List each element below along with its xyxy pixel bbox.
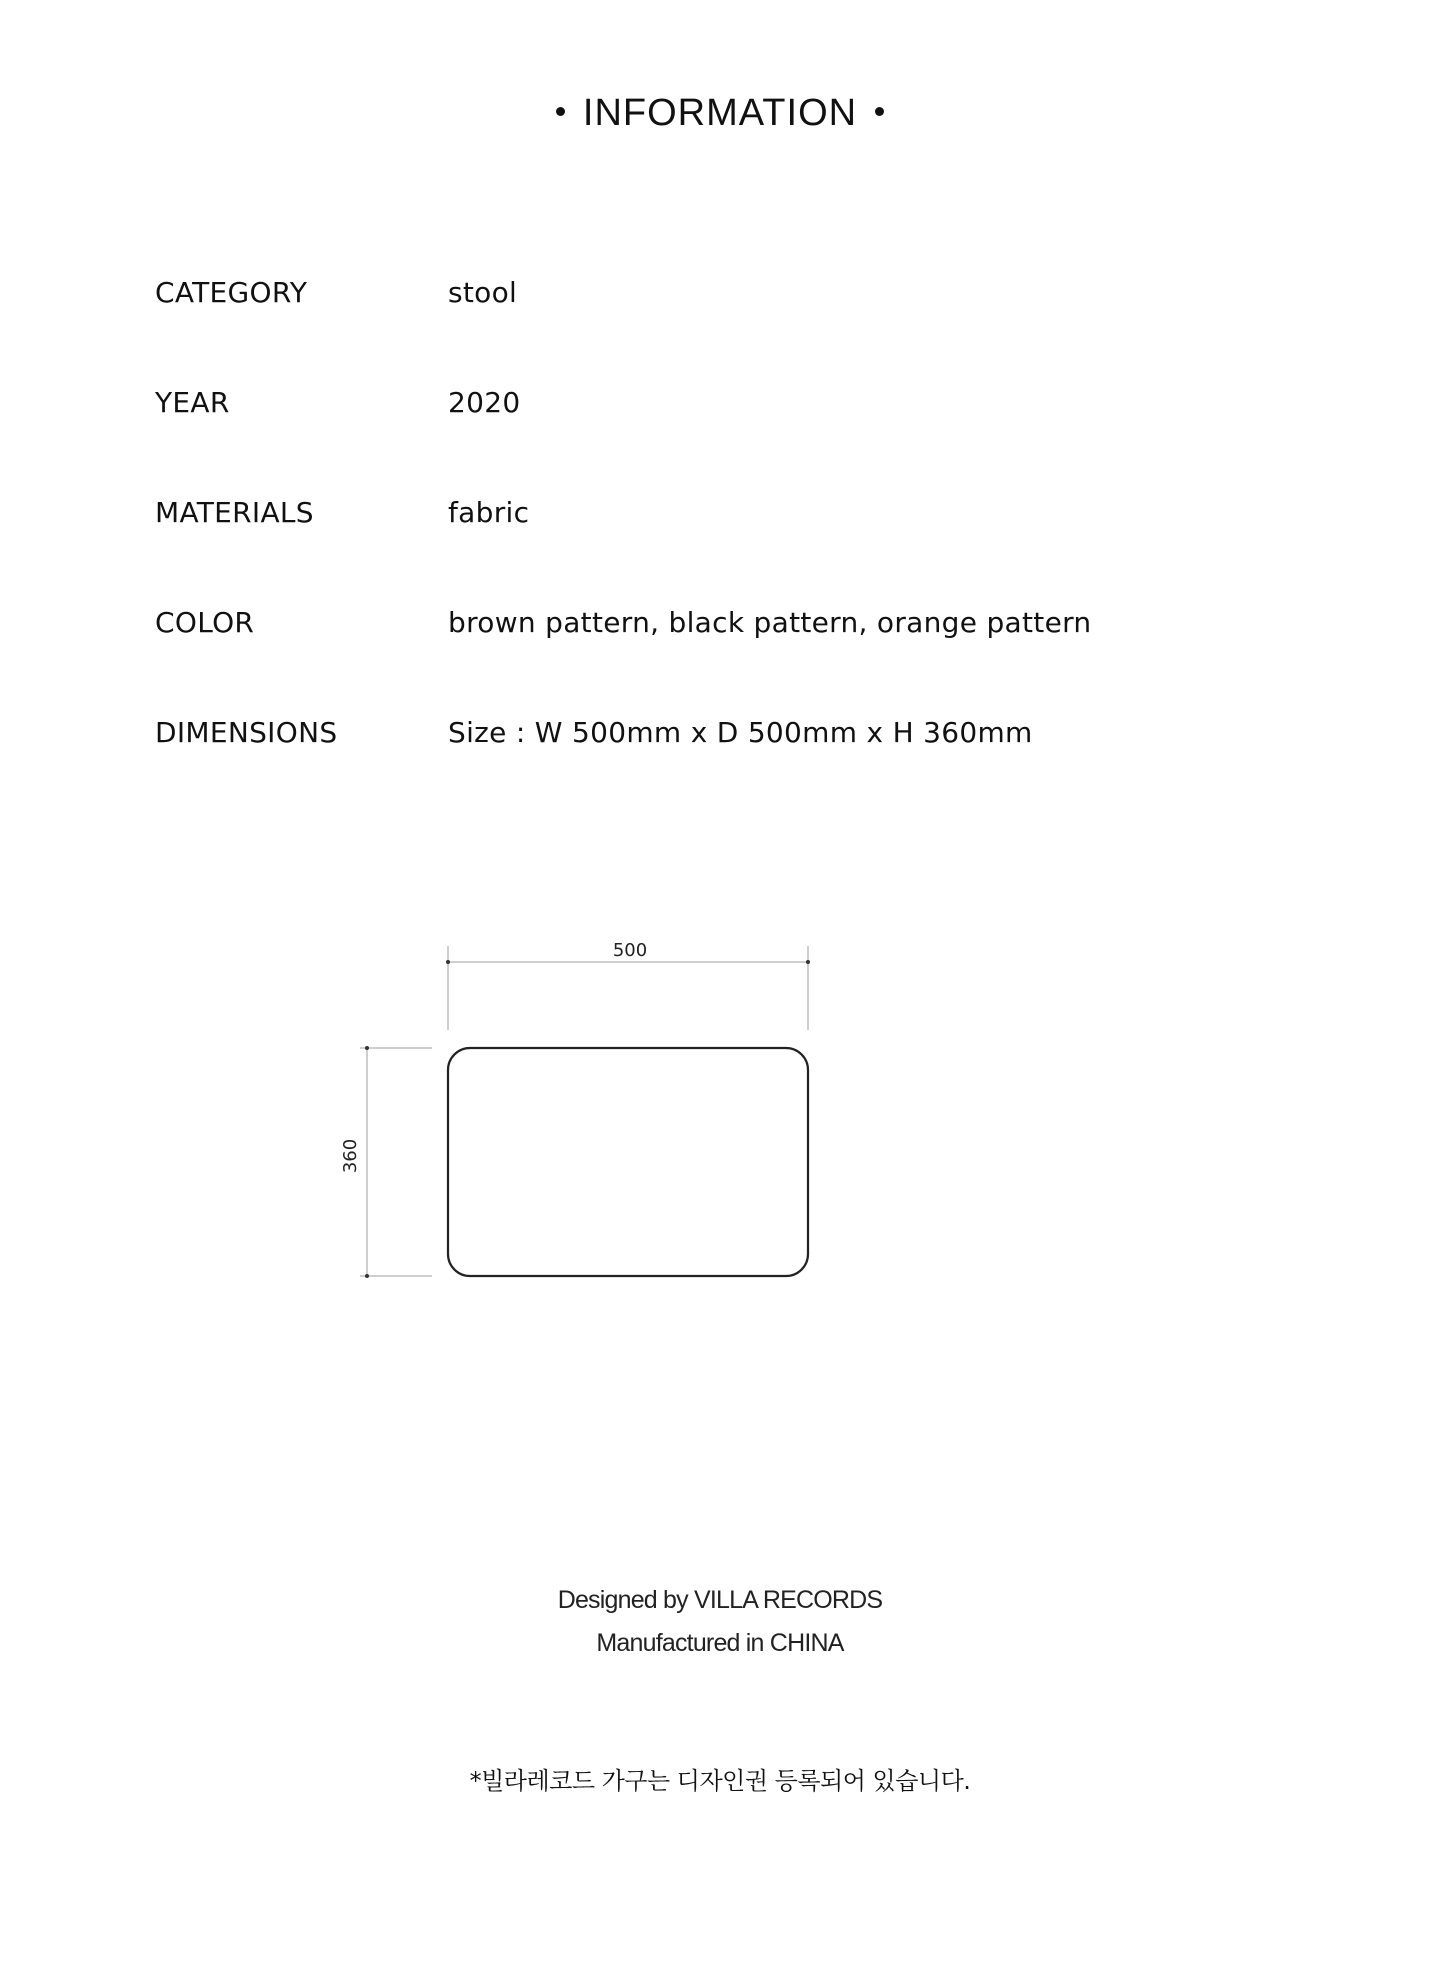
- info-label: CATEGORY: [155, 276, 308, 309]
- width-dimension-tick: [806, 960, 810, 964]
- height-dimension-tick: [365, 1274, 369, 1278]
- info-label: DIMENSIONS: [155, 716, 338, 749]
- manufactured-text: Manufactured in CHINA: [596, 1629, 844, 1657]
- page-title-text: INFORMATION: [582, 92, 858, 134]
- width-dimension-label: 500: [612, 940, 648, 961]
- design-registration-notice: *빌라레코드 가구는 디자인권 등록되어 있습니다.: [469, 1767, 971, 1795]
- info-label: COLOR: [155, 606, 255, 639]
- height-dimension-label: 360: [340, 1138, 361, 1174]
- designed-by-text: Designed by VILLA RECORDS: [557, 1586, 883, 1614]
- info-value: Size : W 500mm x D 500mm x H 360mm: [448, 716, 1033, 749]
- info-value: brown pattern, black pattern, orange pattern: [448, 606, 1092, 639]
- info-value: fabric: [448, 496, 530, 529]
- info-label: YEAR: [155, 386, 230, 419]
- stool-outline: [448, 1048, 808, 1276]
- width-dimension: [446, 940, 810, 1030]
- height-dimension: [340, 1046, 432, 1278]
- width-dimension-tick: [446, 960, 450, 964]
- info-value: 2020: [448, 386, 521, 419]
- info-value: stool: [448, 276, 518, 309]
- info-label: MATERIALS: [155, 496, 314, 529]
- height-dimension-tick: [365, 1046, 369, 1050]
